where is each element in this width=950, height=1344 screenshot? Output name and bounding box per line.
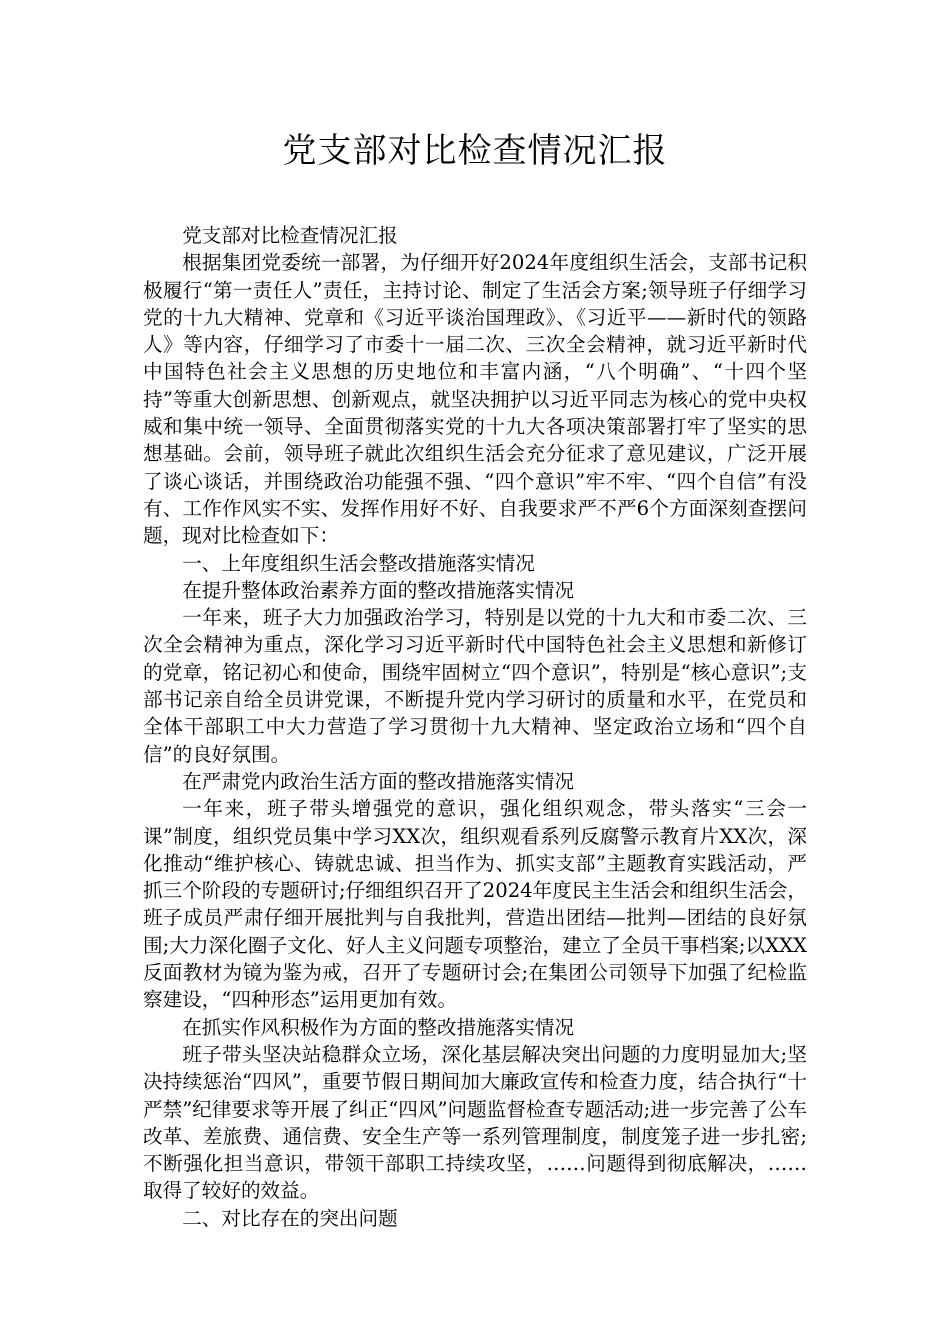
subsection-heading-work-style: 在抓实作风积极作为方面的整改措施落实情况 <box>182 1015 575 1039</box>
paragraph-party-life: 一年来，班子带头增强党的意识，强化组织观念，带头落实“三会一课”制度，组织党员集中学习XX次，组织观看系列反腐警示教育片XX次，深化推动“维护核心、铸就忠诚、担当作为、抓实支部”主题教育实践活动，严抓三个阶段的专题研讨;仔细组织召开了2024年度民主生活会和组织生活会，班子成员严肃仔细开展批判与自我批判，营造出团结—批判—团结的良好氛围;大力深化圈子文化、好人主义问题专项整治，建立了全员干事档案;以XXX反面教材为镜为鉴为戒，召开了专题研讨会;在集团公司领导下加强了纪检监察建设，“四种形态”运用更加有效。 <box>143 797 807 1012</box>
document-body <box>143 222 807 1232</box>
section-heading-2: 二、对比存在的突出问题 <box>182 1206 398 1230</box>
section-heading-1: 一、上年度组织生活会整改措施落实情况 <box>182 551 535 575</box>
subsection-heading-party-life: 在严肃党内政治生活方面的整改措施落实情况 <box>182 769 575 793</box>
paragraph-subtitle: 党支部对比检查情况汇报 <box>182 224 398 247</box>
document-title: 党支部对比检查情况汇报 <box>282 131 668 171</box>
paragraph-political: 一年来，班子大力加强政治学习，特别是以党的十九大和市委二次、三次全会精神为重点，深化学习习近平新时代中国特色社会主义思想和新修订的党章，铭记初心和使命，围绕牢固树立“四个意识”，特别是“核心意识”;支部书记亲自给全员讲党课，不断提升党内学习研讨的质量和水平，在党员和全体干部职工中大力营造了学习贯彻十九大精神、坚定政治立场和“四个自信”的良好氛围。 <box>143 606 807 766</box>
paragraph-intro: 根据集团党委统一部署，为仔细开好2024年度组织生活会，支部书记积极履行“第一责任人”责任，主持讨论、制定了生活会方案;领导班子仔细学习党的十九大精神、党章和《习近平谈治国理政》、《习近平——新时代的领路人》等内容，仔细学习了市委十一届二次、三次全会精神，就习近平新时代中国特色社会主义思想的历史地位和丰富内涵，“八个明确”、“十四个坚持”等重大创新思想、创新观点，就坚决拥护以习近平同志为核心的党中央权威和集中统一领导、全面贯彻落实党的十九大各项决策部署打牢了坚实的思想基础。会前，领导班子就此次组织生活会充分征求了意见建议，广泛开展了谈心谈话，并围绕政治功能强不强、“四个意识”牢不牢、“四个自信”有没有、工作作风实不实、发挥作用好不好、自我要求严不严6个方面深刻查摆问题，现对比检查如下： <box>143 251 807 548</box>
subsection-heading-political: 在提升整体政治素养方面的整改措施落实情况 <box>182 578 575 602</box>
paragraph-work-style: 班子带头坚决站稳群众立场，深化基层解决突出问题的力度明显加大;坚决持续惩治“四风”，重要节假日期间加大廉政宣传和检查力度，结合执行“十严禁”纪律要求等开展了纠正“四风”问题监督检查专题活动;进一步完善了公车改革、差旅费、通信费、安全生产等一系列管理制度，制度笼子进一步扎密;不断强化担当意识，带领干部职工持续攻坚，……问题得到彻底解决，……取得了较好的效益。 <box>143 1042 807 1203</box>
